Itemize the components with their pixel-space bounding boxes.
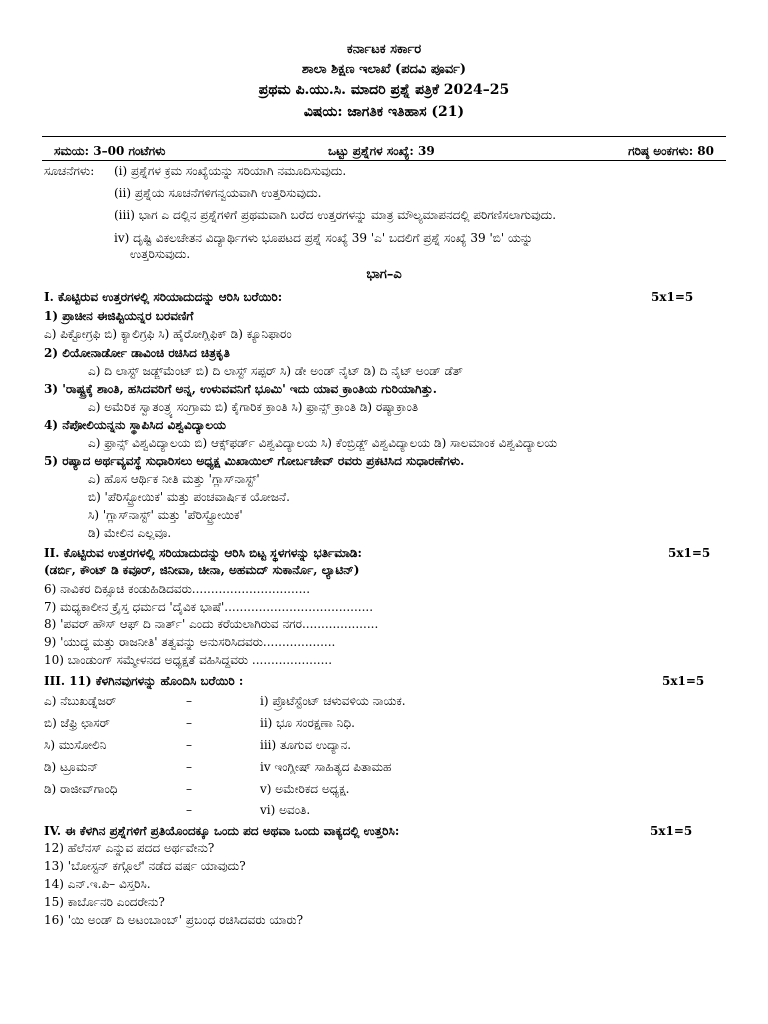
match-left-c: ಸಿ) ಮುಸೋಲಿನಿ — [44, 738, 107, 752]
header-government: ಕರ್ನಾಟಕ ಸರ್ಕಾರ — [346, 42, 422, 57]
match-dash: – — [186, 760, 192, 774]
section-1-marks: 5x1=5 — [651, 290, 694, 304]
section-1-heading: I. ಕೊಟ್ಟಿರುವ ಉತ್ತರಗಳಲ್ಲಿ ಸರಿಯಾದುದನ್ನು ಆರಿಸಿ ಬರೆಯಿರಿ: — [44, 290, 283, 304]
match-dash: – — [186, 716, 192, 730]
question-3-options: ಎ) ಅಮೆರಿಕ ಸ್ವಾತಂತ್ರ್ಯ ಸಂಗ್ರಾಮ ಬಿ) ಕೈಗಾರಿಕ ಕ್ರಾಂತಿ ಸಿ) ಫ್ರಾನ್ಸ್ ಕ್ರಾಂತಿ ಡಿ) ರಷ್ಯಾಕ್ರಾಂತಿ — [88, 400, 419, 414]
section-2-marks: 5x1=5 — [668, 546, 711, 560]
question-5-option-d: ಡಿ) ಮೇಲಿನ ಎಲ್ಲವೂ. — [88, 526, 172, 540]
instructions-label: ಸೂಚನೆಗಳು: — [44, 164, 95, 178]
match-left-d: ಡಿ) ಟ್ರೂಮನ್ — [44, 760, 99, 774]
match-left-b: ಬಿ) ಜೆಫ್ರಿ ಛಾಸರ್ — [44, 716, 110, 730]
header-subject: ವಿಷಯ: ಜಾಗತಿಕ ಇತಿಹಾಸ (21) — [303, 104, 465, 120]
match-right-iv: iv ಇಂಗ್ಲೀಷ್ ಸಾಹಿತ್ಯದ ಪಿತಾಮಹ — [260, 760, 392, 774]
instruction-i: (i) ಪ್ರಶ್ನೆಗಳ ಕ್ರಮ ಸಂಖ್ಯೆಯನ್ನು ಸರಿಯಾಗಿ ನಮೂದಿಸುವುದು. — [114, 164, 347, 178]
question-12: 12) ಹೆಲೆನಸ್ ಎನ್ನುವ ಪದದ ಅರ್ಥವೇನು? — [44, 841, 215, 855]
question-8: 8) 'ಪವರ್ ಹೌಸ್ ಆಫ್ ದಿ ನಾರ್ತ್' ಎಂದು ಕರೆಯಲಾಗಿರುವ ನಗರ.................... — [44, 617, 379, 631]
section-2-heading: II. ಕೊಟ್ಟಿರುವ ಉತ್ತರಗಳಲ್ಲಿ ಸರಿಯಾದುದನ್ನು ಆರಿಸಿ ಬಿಟ್ಟ ಸ್ಥಳಗಳನ್ನು ಭರ್ತಿಮಾಡಿ: — [44, 546, 362, 560]
question-4: 4) ನೆಪೋಲಿಯನ್ನನು ಸ್ಥಾಪಿಸಿದ ವಿಶ್ವವಿದ್ಯಾಲಯ — [44, 418, 226, 432]
match-dash: – — [186, 694, 192, 708]
question-9: 9) 'ಯುದ್ಧ ಮತ್ತು ರಾಜನೀತಿ' ತತ್ವವನ್ನು ಅನುಸರಿಸಿದವರು................... — [44, 635, 336, 649]
match-right-v: v) ಅಮೇರಿಕದ ಅಧ್ಯಕ್ಷ. — [260, 782, 350, 796]
section-3-heading: III. 11) ಕೆಳಗಿನವುಗಳನ್ನು ಹೊಂದಿಸಿ ಬರೆಯಿರಿ : — [44, 674, 244, 688]
question-5-option-a: ಎ) ಹೊಸ ಆರ್ಥಿಕ ನೀತಿ ಮತ್ತು 'ಗ್ಲಾಸ್‌ನಾಸ್ಟ್' — [88, 472, 260, 486]
section-3-marks: 5x1=5 — [662, 674, 705, 688]
max-marks: ಗರಿಷ್ಠ ಅಂಕಗಳು: 80 — [628, 144, 714, 158]
part-a-title: ಭಾಗ–ಎ — [366, 267, 402, 282]
match-dash: – — [186, 738, 192, 752]
exam-time: ಸಮಯ: 3–00 ಗಂಟೆಗಳು — [54, 144, 166, 158]
match-dash: – — [186, 803, 192, 817]
total-questions: ಒಟ್ಟು ಪ್ರಶ್ನೆಗಳ ಸಂಖ್ಯೆ: 39 — [328, 144, 435, 158]
question-2-options: ಎ) ದಿ ಲಾಸ್ಟ್ ಜಡ್ಜ್‌ಮೆಂಟ್ ಬಿ) ದಿ ಲಾಸ್ಟ್ ಸಪ್ಪರ್ ಸಿ) ಡೇ ಅಂಡ್ ನೈಟ್ ಡಿ) ದಿ ನೈಟ್ ಅಂಡ್ ಡೆತ್ — [88, 364, 463, 378]
section-4-heading: IV. ಈ ಕೆಳಗಿನ ಪ್ರಶ್ನೆಗಳಿಗೆ ಪ್ರತಿಯೊಂದಕ್ಕೂ ಒಂದು ಪದ ಅಥವಾ ಒಂದು ವಾಕ್ಯದಲ್ಲಿ ಉತ್ತರಿಸಿ: — [44, 824, 400, 838]
question-1-options: ಎ) ಪಿಕ್ಟೋಗ್ರಫಿ ಬಿ) ಕ್ಯಾಲಿಗ್ರಫಿ ಸಿ) ಹೈರೋಗ್ಲಿಫಿಕ್ ಡಿ) ಕ್ಯೂನಿಫಾರಂ — [44, 327, 292, 341]
question-7: 7) ಮಧ್ಯಕಾಲೀನ ಕ್ರೈಸ್ತ ಧರ್ಮದ 'ದೈವಿಕ ಭಾಷೆ'....................................... — [44, 600, 374, 614]
question-4-options: ಎ) ಫ್ರಾನ್ಸ್ ವಿಶ್ವವಿದ್ಯಾಲಯ ಬಿ) ಆಕ್ಸ್‌ಫರ್ಡ್ ವಿಶ್ವವಿದ್ಯಾಲಯ ಸಿ) ಕೆಂಬ್ರಿಡ್ಜ್ ವಿಶ್ವವಿದ್ಯಾಲಯ ಡಿ) ಸಾಲಮಾಂಕ ವಿಶ್ವವಿದ್ಯಾಲಯ — [88, 436, 558, 450]
info-divider — [42, 160, 726, 161]
question-6: 6) ನಾವಿಕರ ದಿಕ್ಸೂಚಿ ಕಂಡುಹಿಡಿದವರು............................... — [44, 582, 311, 596]
match-dash: – — [186, 782, 192, 796]
question-5-option-c: ಸಿ) 'ಗ್ಲಾಸ್‌ನಾಸ್ಟ್' ಮತ್ತು 'ಪೆರಿಸ್ಟ್ರೋಯಿಕ' — [88, 508, 243, 522]
instruction-iv-line1: iv) ದೃಷ್ಟಿ ವಿಕಲಚೇತನ ವಿದ್ಯಾರ್ಥಿಗಳು ಭೂಪಟದ ಪ್ರಶ್ನೆ ಸಂಖ್ಯೆ 39 'ಎ' ಬದಲಿಗೆ ಪ್ರಶ್ನೆ ಸಂಖ್ಯೆ 39 'ಬಿ' ಯನ್ನು — [114, 231, 533, 245]
section-4-marks: 5x1=5 — [650, 824, 693, 838]
match-right-iii: iii) ತೂಗುವ ಉದ್ಯಾನ. — [260, 738, 352, 752]
top-divider — [42, 136, 726, 137]
question-16: 16) 'ಯಿ ಅಂಡ್ ದಿ ಅಟಂಬಾಂಬ್' ಪ್ರಬಂಧ ರಚಿಸಿದವರು ಯಾರು? — [44, 913, 304, 927]
match-right-vi: vi) ಅವಂತಿ. — [260, 803, 311, 817]
match-left-e: ಡಿ) ರಾಜೀವ್‌ಗಾಂಧಿ — [44, 782, 118, 796]
question-13: 13) 'ಬೋಸ್ಟನ್ ಕಗ್ಗೊಲೆ' ನಡೆದ ವರ್ಷ ಯಾವುದು? — [44, 859, 246, 873]
question-3: 3) 'ರಾಷ್ಟ್ರಕ್ಕೆ ಶಾಂತಿ, ಹಸಿದವರಿಗೆ ಅನ್ನ, ಉಳುವವನಿಗೆ ಭೂಮಿ' ಇದು ಯಾವ ಕ್ರಾಂತಿಯ ಗುರಿಯಾಗಿತ್ತು. — [44, 382, 437, 396]
question-5-option-b: ಬಿ) 'ಪೆರಿಸ್ಟ್ರೋಯಿಕ' ಮತ್ತು ಪಂಚವಾರ್ಷಿಕ ಯೋಜನೆ. — [88, 490, 290, 504]
instruction-ii: (ii) ಪ್ರಶ್ನೆಯ ಸೂಚನೆಗಳಿಗನ್ವಯವಾಗಿ ಉತ್ತರಿಸುವುದು. — [114, 186, 322, 200]
instruction-iv-line2: ಉತ್ತರಿಸುವುದು. — [130, 247, 191, 261]
question-10: 10) ಬಾಂಡುಂಗ್ ಸಮ್ಮೇಳನದ ಅಧ್ಯಕ್ಷತೆ ವಹಿಸಿದ್ದವರು ..................... — [44, 653, 333, 667]
question-5: 5) ರಷ್ಯಾದ ಅರ್ಥವ್ಯವಸ್ಥೆ ಸುಧಾರಿಸಲು ಅಧ್ಯಕ್ಷ ಮಿಖಾಯಿಲ್ ಗೋರ್ಬಚೇವ್ ರವರು ಪ್ರಕಟಿಸಿದ ಸುಧಾರಣೆಗಳು. — [44, 454, 465, 468]
match-left-a: ಎ) ನೆಬುಖಡ್ನೆಜರ್ — [44, 694, 117, 708]
section-2-word-bank: (ಡರ್ಬಿ, ಕೌಂಟ್ ಡಿ ಕವೂರ್, ಜಿನೀವಾ, ಚೀನಾ, ಅಹಮದ್ ಸುಕಾರ್ನೊ, ಲ್ಯಾಟಿನ್) — [44, 563, 360, 577]
match-right-ii: ii) ಭೂ ಸಂರಕ್ಷಣಾ ನಿಧಿ. — [260, 716, 355, 730]
question-1: 1) ಪ್ರಾಚೀನ ಈಜಿಪ್ಟಿಯನ್ನರ ಬರವಣಿಗೆ — [44, 309, 194, 323]
match-right-i: i) ಪ್ರೊಟೆಸ್ಟೆಂಟ್ ಚಳುವಳಿಯ ನಾಯಕ. — [260, 694, 406, 708]
instruction-iii: (iii) ಭಾಗ ಎ ದಲ್ಲಿನ ಪ್ರಶ್ನೆಗಳಿಗೆ ಪ್ರಥಮವಾಗಿ ಬರೆದ ಉತ್ತರಗಳನ್ನು ಮಾತ್ರ ಮೌಲ್ಯಮಾಪನದಲ್ಲಿ ಪರಿಗಣಿಸಲಾಗುವುದು. — [114, 208, 557, 222]
header-paper-title: ಪ್ರಥಮ ಪಿ.ಯು.ಸಿ. ಮಾದರಿ ಪ್ರಶ್ನೆ ಪತ್ರಿಕೆ 2024–25 — [258, 82, 510, 98]
question-14: 14) ಎನ್.ಇ.ಪಿ– ವಿಸ್ತರಿಸಿ. — [44, 877, 151, 891]
question-15: 15) ಕಾರ್ಬೊನರಿ ಎಂದರೇನು? — [44, 895, 165, 909]
question-2: 2) ಲಿಯೋನಾರ್ಡೋ ಡಾವಿಂಚಿ ರಚಿಸಿದ ಚಿತ್ರಕೃತಿ — [44, 346, 230, 360]
header-department: ಶಾಲಾ ಶಿಕ್ಷಣ ಇಲಾಖೆ (ಪದವಿ ಪೂರ್ವ) — [301, 62, 467, 77]
